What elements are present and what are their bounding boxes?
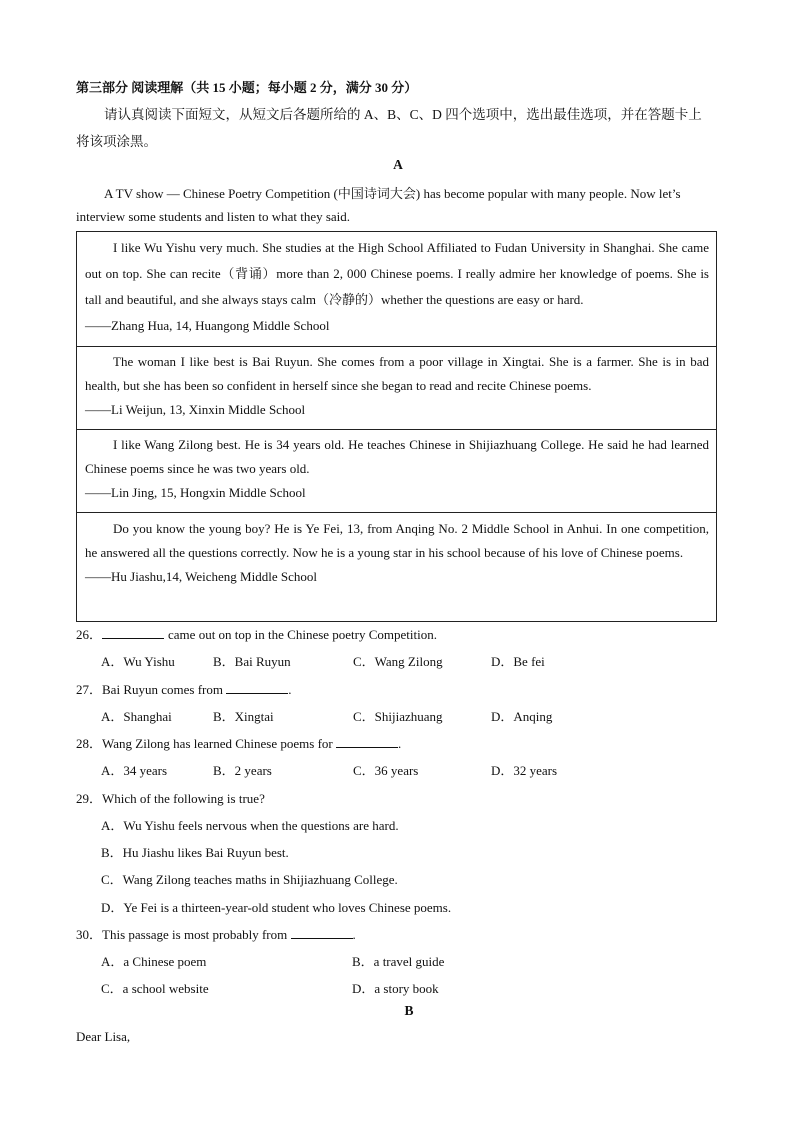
passage-a-intro-line-1: A TV show — Chinese Poetry Competition (中国诗词大会) has become popular with many people. Now let’s — [104, 186, 681, 201]
interview-signature: ——Hu Jiashu,14, Weicheng Middle School — [85, 569, 317, 584]
option-d[interactable]: D．32 years — [491, 763, 558, 778]
question-28 — [76, 733, 401, 752]
option-d[interactable]: D．Anqing — [491, 709, 553, 724]
question-stem: This passage is most probably from — [102, 927, 288, 942]
interview-signature: ——Lin Jing, 15, Hongxin Middle School — [85, 485, 306, 500]
section-title: 第三部分 阅读理解（共 15 小题；每小题 2 分，满分 30 分） — [76, 80, 418, 95]
question-end: . — [398, 736, 402, 751]
option-c[interactable]: C．36 years — [353, 763, 419, 778]
question-number: 26． — [76, 627, 103, 642]
option-d[interactable]: D．Ye Fei is a thirteen-year-old student who loves Chinese poems. — [101, 900, 452, 915]
interview-text: Do you know the young boy? He is Ye Fei, 13, from Anqing No. 2 Middle School in Anhui. In one competition, he answered all the questions correctly. Now he is a young star in his school because of his love of Chinese poems. — [85, 521, 709, 560]
question-stem: Which of the following is true? — [102, 791, 265, 806]
interview-signature: ——Zhang Hua, 14, Huangong Middle School — [85, 318, 330, 333]
question-number: 30． — [76, 927, 103, 942]
question-29 — [76, 788, 265, 807]
option-a[interactable]: A．Shanghai — [101, 709, 172, 724]
letter-salutation: Dear Lisa, — [76, 1029, 131, 1044]
interview-box-4 — [76, 512, 717, 622]
option-a[interactable]: A．34 years — [101, 763, 168, 778]
interview-box-1 — [76, 231, 717, 346]
option-b[interactable]: B．Bai Ruyun — [213, 654, 291, 669]
option-a[interactable]: A．Wu Yishu feels nervous when the questions are hard. — [101, 818, 399, 833]
interview-text: I like Wu Yishu very much. She studies at the High School Affiliated to Fudan University in Shanghai. She came out on top. She can recite（背诵）more than 2, 000 Chinese poems. I really admire her knowledge of poems. She is tall and beautiful, and she always stays calm（冷静的）whether the questions are easy or hard. — [85, 240, 709, 307]
question-stem: came out on top in the Chinese poetry Competition. — [168, 627, 437, 642]
option-b[interactable]: B．2 years — [213, 763, 272, 778]
option-d[interactable]: D．Be fei — [491, 654, 545, 669]
passage-a-heading: A — [393, 157, 403, 172]
question-number: 28． — [76, 736, 103, 751]
question-stem: Wang Zilong has learned Chinese poems for — [102, 736, 333, 751]
interview-box-2 — [76, 346, 717, 429]
passage-b-heading: B — [404, 1003, 414, 1018]
interview-text: The woman I like best is Bai Ruyun. She comes from a poor village in Xingtai. She is a farmer. She is in bad health, but she has been so confident in herself since she began to read and recite Chinese poems. — [85, 354, 709, 393]
option-b[interactable]: B．a travel guide — [352, 954, 445, 969]
instruction-line-2: 将该项涂黑。 — [76, 134, 157, 149]
passage-a-intro-line-2: interview some students and listen to what they said. — [76, 209, 351, 224]
question-26 — [76, 624, 437, 643]
option-b[interactable]: B．Xingtai — [213, 709, 274, 724]
answer-blank — [226, 681, 288, 694]
question-number: 27． — [76, 682, 103, 697]
option-a[interactable]: A．a Chinese poem — [101, 954, 207, 969]
question-30 — [76, 924, 356, 943]
question-stem: Bai Ruyun comes from — [102, 682, 223, 697]
option-c[interactable]: C．Wang Zilong — [353, 654, 443, 669]
question-end: . — [352, 927, 356, 942]
interview-box-3 — [76, 429, 717, 512]
interview-text: I like Wang Zilong best. He is 34 years old. He teaches Chinese in Shijiazhuang College. He said he had learned Chinese poems since he was two years old. — [85, 437, 709, 476]
option-d[interactable]: D．a story book — [352, 981, 439, 996]
interview-signature: ——Li Weijun, 13, Xinxin Middle School — [85, 402, 306, 417]
question-number: 29． — [76, 791, 103, 806]
instruction-line-1: 请认真阅读下面短文，从短文后各题所给的 A、B、C、D 四个选项中，选出最佳选项，并在答题卡上 — [104, 107, 702, 122]
question-end: . — [288, 682, 292, 697]
answer-blank — [291, 926, 353, 939]
option-a[interactable]: A．Wu Yishu — [101, 654, 175, 669]
question-27 — [76, 679, 291, 698]
answer-blank — [102, 626, 164, 639]
option-b[interactable]: B．Hu Jiashu likes Bai Ruyun best. — [101, 845, 289, 860]
option-c[interactable]: C．Shijiazhuang — [353, 709, 443, 724]
option-c[interactable]: C．Wang Zilong teaches maths in Shijiazhuang College. — [101, 872, 398, 887]
answer-blank — [336, 735, 398, 748]
option-c[interactable]: C．a school website — [101, 981, 209, 996]
